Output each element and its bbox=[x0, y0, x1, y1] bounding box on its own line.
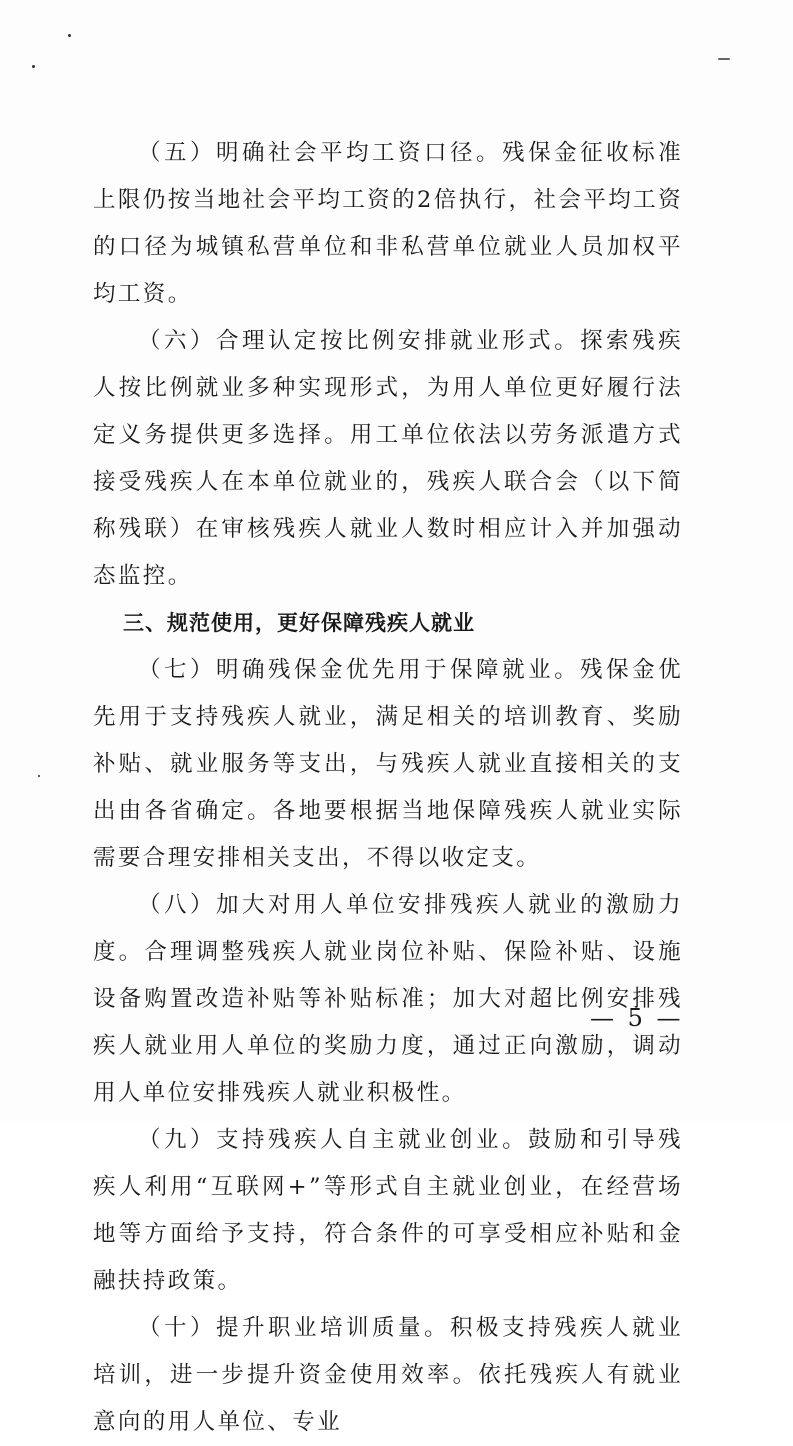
scan-speck bbox=[32, 65, 35, 68]
paragraph-10: （十）提升职业培训质量。积极支持残疾人就业培训，进一步提升资金使用效率。依托残疾人有就业意向的用人单位、专业 bbox=[93, 1315, 683, 1435]
paragraph-5: （五）明确社会平均工资口径。残保金征收标准上限仍按当地社会平均工资的2倍执行，社会平均工资的口径为城镇私营单位和非私营单位就业人员加权平均工资。 bbox=[93, 140, 683, 307]
paragraph-9: （九）支持残疾人自主就业创业。鼓励和引导残疾人利用“互联网+”等形式自主就业创业，在经营场地等方面给予支持，符合条件的可享受相应补贴和金融扶持政策。 bbox=[93, 1127, 683, 1294]
scan-speck bbox=[68, 34, 71, 37]
scan-speck bbox=[718, 58, 730, 60]
paragraph-6: （六）合理认定按比例安排就业形式。探索残疾人按比例就业多种实现形式，为用人单位更好履行法定义务提供更多选择。用工单位依法以劳务派遣方式接受残疾人在本单位就业的，残疾人联合会（以下简称残联）在审核残疾人就业人数时相应计入并加强动态监控。 bbox=[93, 328, 683, 589]
paragraph-8: （八）加大对用人单位安排残疾人就业的激励力度。合理调整残疾人就业岗位补贴、保险补贴、设施设备购置改造补贴等补贴标准；加大对超比例安排残疾人就业用人单位的奖励力度，通过正向激励，调动用人单位安排残疾人就业积极性。 bbox=[93, 892, 683, 1106]
page-number: — 5 — bbox=[590, 1004, 684, 1032]
section-heading: 三、规范使用，更好保障残疾人就业 bbox=[123, 611, 475, 635]
paragraph-7: （七）明确残保金优先用于保障就业。残保金优先用于支持残疾人就业，满足相关的培训教育、奖励补贴、就业服务等支出，与残疾人就业直接相关的支出由各省确定。各地要根据当地保障残疾人就业实际需要合理安排相关支出，不得以收定支。 bbox=[93, 657, 683, 871]
scan-speck bbox=[38, 775, 40, 777]
document-body bbox=[93, 130, 683, 1446]
